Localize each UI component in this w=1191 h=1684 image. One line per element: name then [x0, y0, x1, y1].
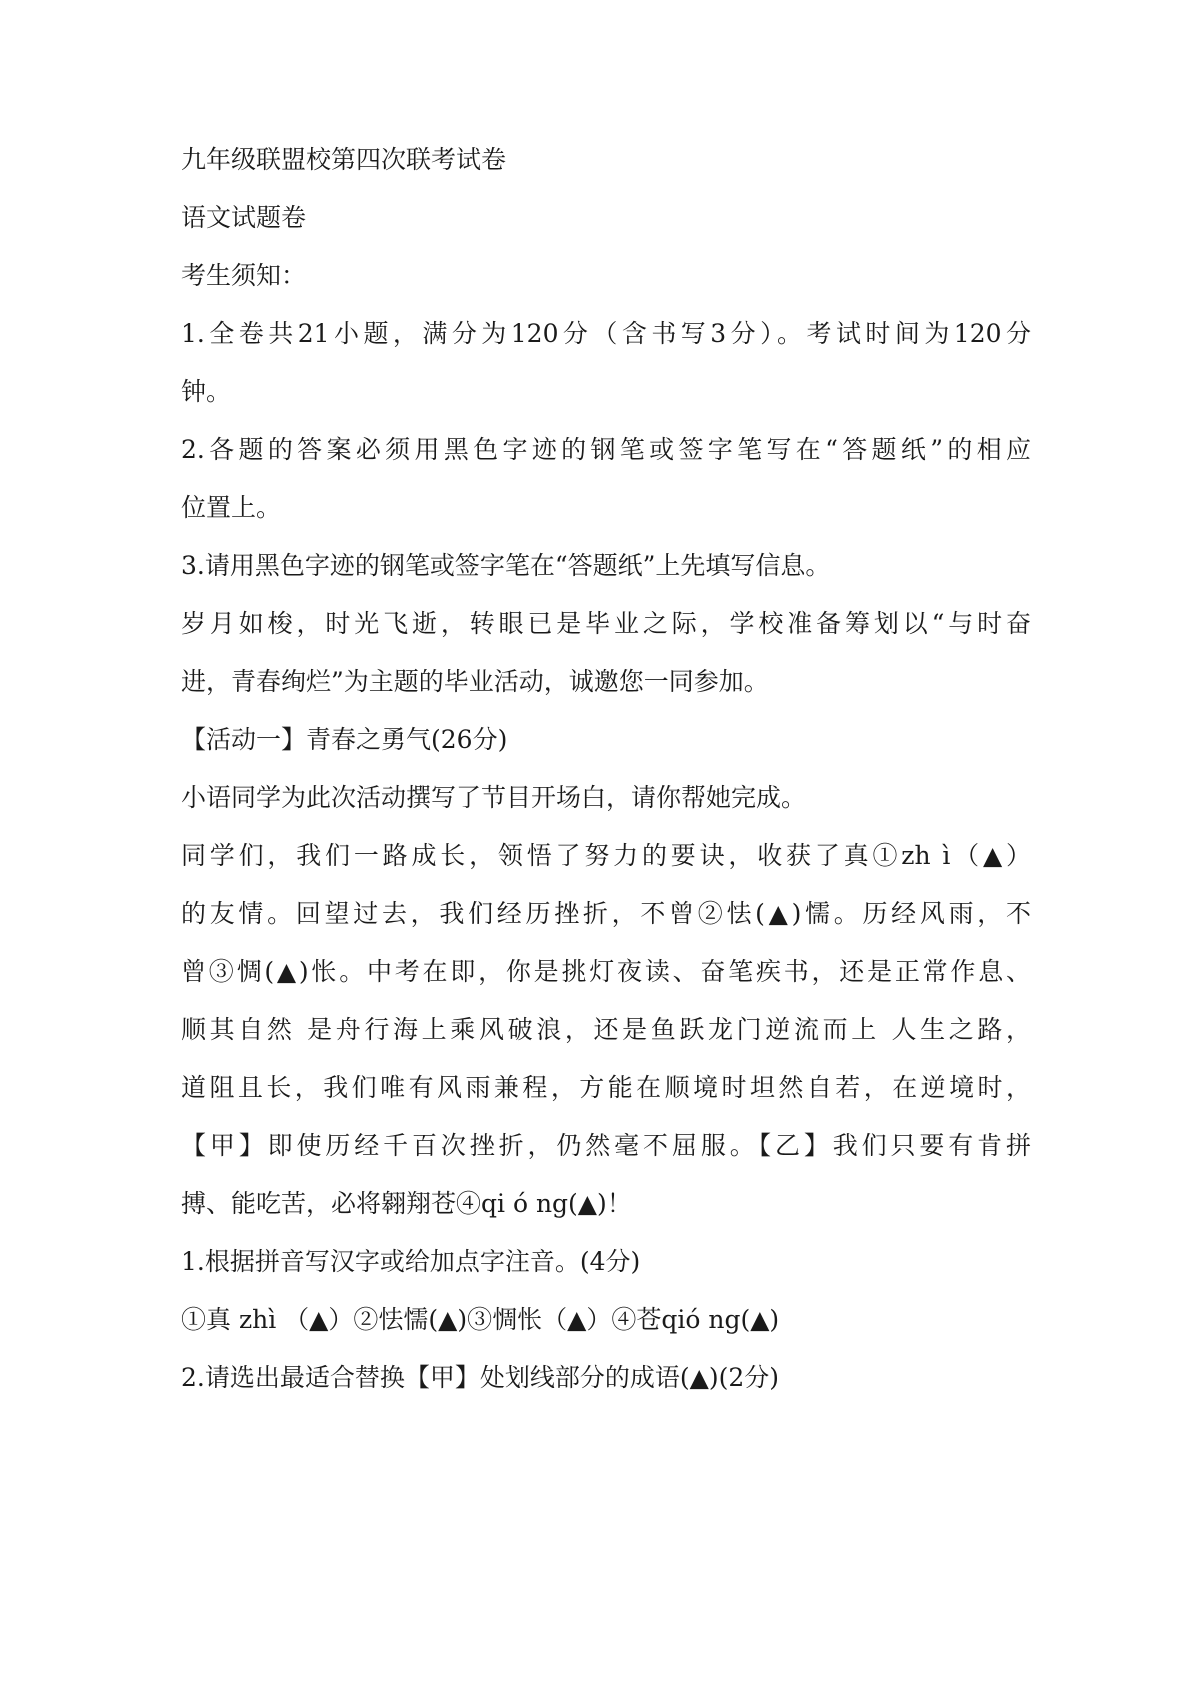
notice-item-2: 2.各题的答案必须用黑色字迹的钢笔或签字笔写在“答题纸”的相应 [181, 435, 1031, 464]
passage-line: 顺其自然 是舟行海上乘风破浪，还是鱼跃龙门逆流而上 人生之路， [181, 1015, 1031, 1044]
notice-heading: 考生须知： [181, 261, 307, 290]
question-2: 2.请选出最适合替换【甲】处划线部分的成语(▲)(2分) [181, 1363, 779, 1392]
intro-paragraph-line: 进，青春绚烂”为主题的毕业活动，诚邀您一同参加。 [181, 667, 769, 696]
notice-item-1-cont: 钟。 [181, 377, 232, 406]
activity-instruction: 小语同学为此次活动撰写了节目开场白，请你帮她完成。 [181, 783, 807, 812]
intro-paragraph-line: 岁月如梭，时光飞逝，转眼已是毕业之际，学校准备筹划以“与时奋 [181, 609, 1031, 638]
passage-line: 【甲】即使历经千百次挫折，仍然毫不屈服。【乙】我们只要有肯拼 [181, 1131, 1031, 1160]
activity-one-heading: 【活动一】青春之勇气(26分) [181, 725, 508, 754]
notice-item-1: 1.全卷共21小题，满分为120分（含书写3分）。考试时间为120分 [181, 319, 1031, 348]
passage-line: 搏、能吃苦，必将翱翔苍④qi ó ng(▲)！ [181, 1189, 632, 1218]
notice-item-3: 3.请用黑色字迹的钢笔或签字笔在“答题纸”上先填写信息。 [181, 551, 831, 580]
notice-item-2-cont: 位置上。 [181, 493, 282, 522]
passage-line: 道阻且长，我们唯有风雨兼程，方能在顺境时坦然自若，在逆境时， [181, 1073, 1031, 1102]
paper-subtitle: 语文试题卷 [181, 203, 307, 232]
passage-line: 同学们，我们一路成长，领悟了努力的要诀，收获了真①zh ì（▲） [181, 841, 1031, 870]
passage-line: 的友情。回望过去，我们经历挫折，不曾②怯(▲)懦。历经风雨，不 [181, 899, 1031, 928]
question-1-blanks: ①真 zhì （▲）②怯懦(▲)③惆怅（▲）④苍qió ng(▲) [181, 1305, 780, 1334]
question-1: 1.根据拼音写汉字或给加点字注音。(4分) [181, 1247, 641, 1276]
passage-line: 曾③惆(▲)怅。中考在即，你是挑灯夜读、奋笔疾书，还是正常作息、 [181, 957, 1031, 986]
exam-title: 九年级联盟校第四次联考试卷 [181, 145, 507, 174]
